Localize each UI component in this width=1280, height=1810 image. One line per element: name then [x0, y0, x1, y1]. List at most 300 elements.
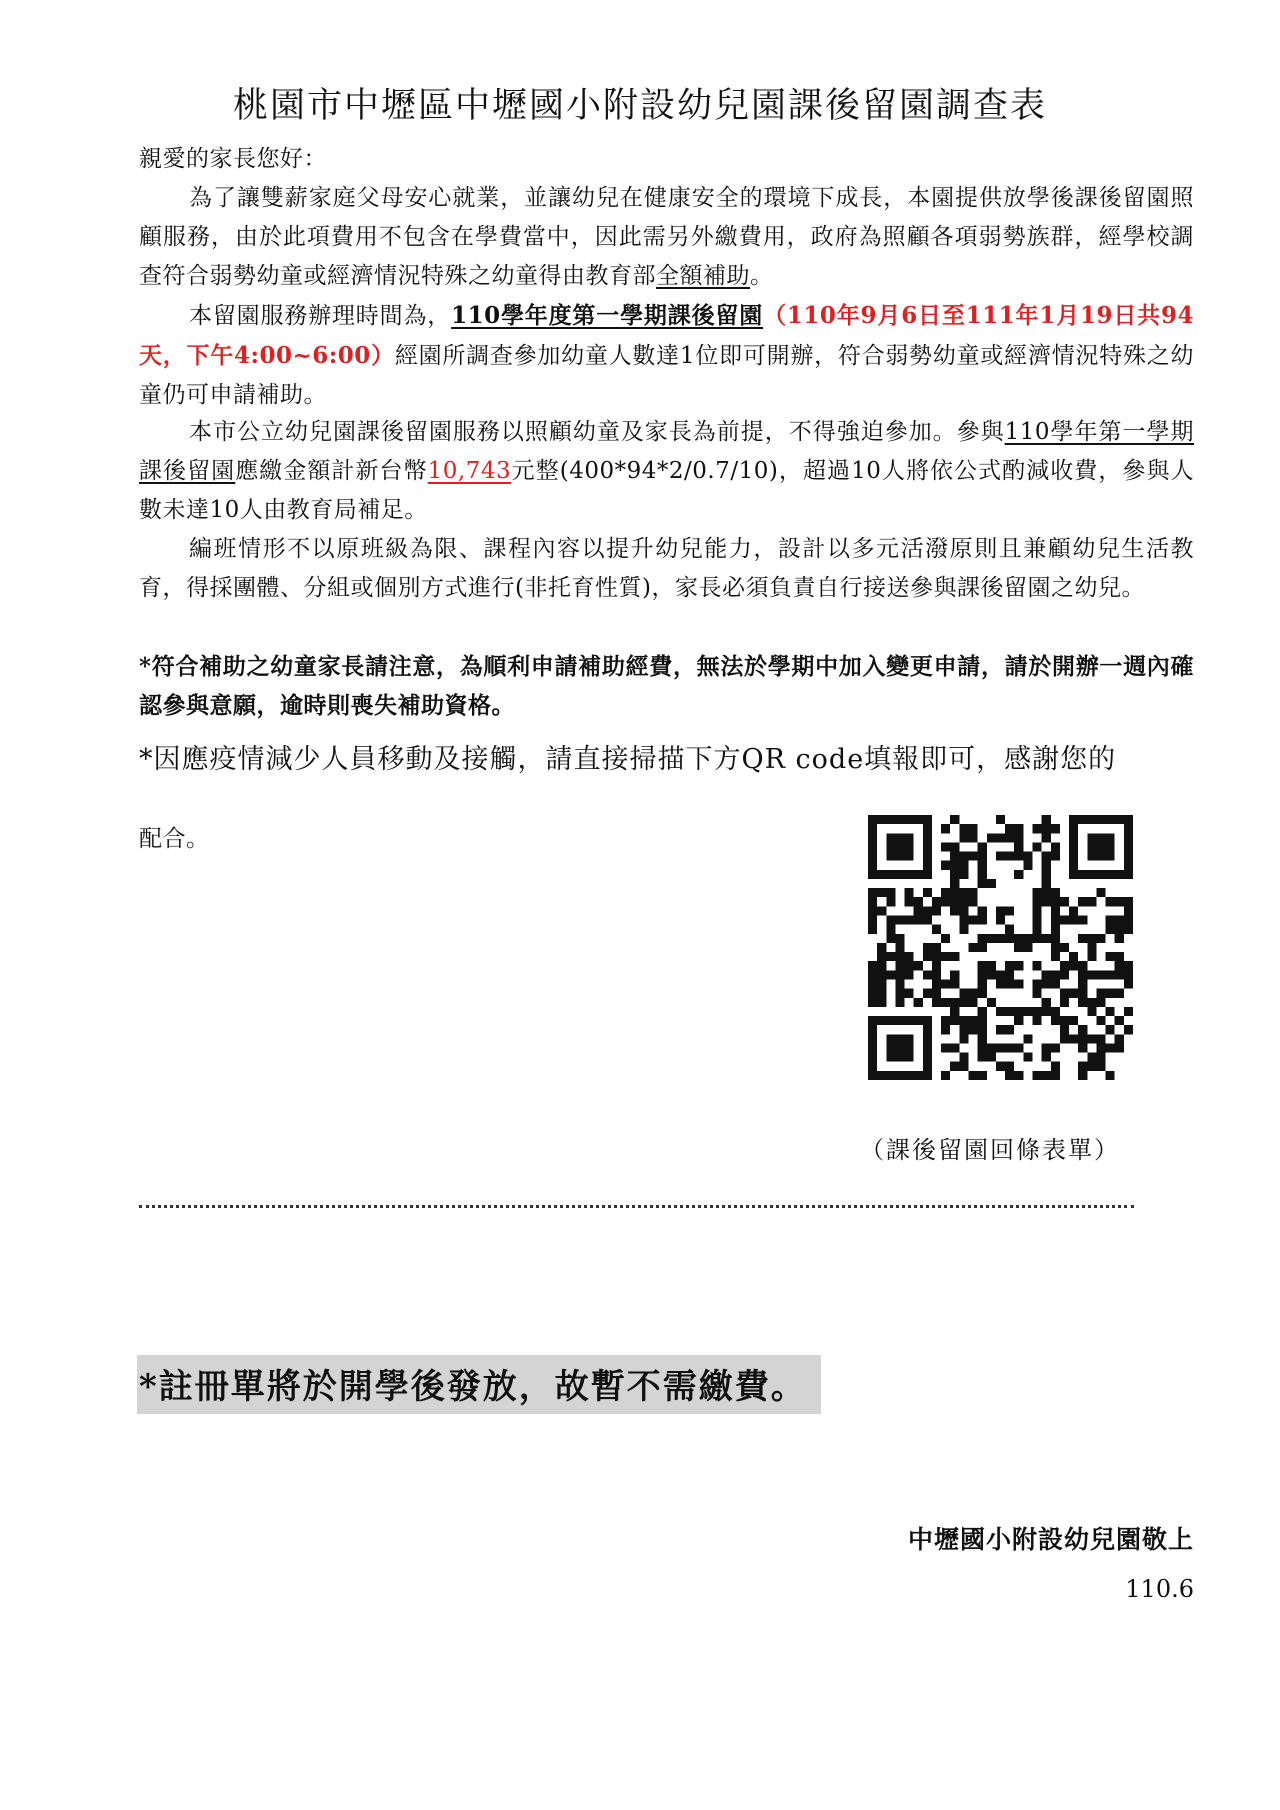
qr-module	[914, 906, 923, 915]
qr-module	[923, 888, 932, 897]
qr-module	[1032, 888, 1041, 897]
qr-module	[996, 852, 1005, 861]
qr-module	[1014, 1071, 1023, 1080]
qr-module	[987, 1053, 996, 1062]
qr-module	[996, 979, 1005, 988]
qr-module	[886, 1034, 895, 1043]
qr-module	[877, 888, 886, 897]
qr-module	[950, 852, 959, 861]
qr-module	[868, 1034, 877, 1043]
qr-module	[868, 989, 877, 998]
qr-module	[886, 1016, 895, 1025]
qr-module	[886, 970, 895, 979]
qr-module	[987, 879, 996, 888]
qr-module	[1005, 852, 1014, 861]
qr-module	[1078, 1034, 1087, 1043]
qr-module	[895, 815, 904, 824]
qr-module	[941, 842, 950, 851]
qr-module	[996, 815, 1005, 824]
qr-module	[941, 1025, 950, 1034]
qr-module	[1106, 916, 1115, 925]
qr-module	[1124, 916, 1133, 925]
qr-module	[886, 833, 895, 842]
qr-module	[941, 888, 950, 897]
qr-module	[886, 815, 895, 824]
qr-module	[1069, 961, 1078, 970]
qr-module	[1115, 1043, 1124, 1052]
qr-module	[978, 1007, 987, 1016]
qr-module	[1014, 1043, 1023, 1052]
qr-module	[1087, 1053, 1096, 1062]
qr-module	[1124, 815, 1133, 824]
qr-module	[1042, 870, 1051, 879]
qr-module	[978, 1053, 987, 1062]
qr-module	[978, 1025, 987, 1034]
qr-module	[959, 870, 968, 879]
qr-module	[1078, 897, 1087, 906]
qr-module	[914, 961, 923, 970]
qr-module	[1078, 970, 1087, 979]
qr-module	[1042, 1007, 1051, 1016]
qr-module	[905, 1016, 914, 1025]
qr-module	[905, 970, 914, 979]
qr-module	[959, 1062, 968, 1071]
qr-module	[941, 1043, 950, 1052]
qr-module	[895, 934, 904, 943]
qr-module	[923, 970, 932, 979]
qr-module	[969, 824, 978, 833]
qr-module	[1078, 916, 1087, 925]
qr-module	[959, 833, 968, 842]
qr-module	[932, 943, 941, 952]
qr-module	[1014, 934, 1023, 943]
qr-module	[932, 998, 941, 1007]
qr-module	[978, 916, 987, 925]
qr-module	[1096, 870, 1105, 879]
qr-module	[1014, 870, 1023, 879]
qr-module	[1042, 1071, 1051, 1080]
qr-module	[877, 870, 886, 879]
qr-module	[1115, 815, 1124, 824]
qr-module	[1005, 970, 1014, 979]
qr-module	[978, 906, 987, 915]
qr-module	[895, 852, 904, 861]
qr-module	[1087, 952, 1096, 961]
qr-module	[923, 1053, 932, 1062]
qr-module	[978, 943, 987, 952]
paragraph-fee	[139, 413, 1194, 530]
qr-module	[1096, 852, 1105, 861]
qr-module	[969, 989, 978, 998]
qr-module	[1051, 897, 1060, 906]
qr-module	[959, 861, 968, 870]
qr-module	[959, 852, 968, 861]
qr-module	[1069, 916, 1078, 925]
qr-module	[1078, 998, 1087, 1007]
qr-module	[1069, 842, 1078, 851]
qr-module	[868, 998, 877, 1007]
qr-module	[1115, 1034, 1124, 1043]
qr-module	[923, 952, 932, 961]
qr-module	[1014, 1007, 1023, 1016]
qr-module	[1014, 943, 1023, 952]
qr-module	[1087, 1034, 1096, 1043]
qr-module	[1005, 824, 1014, 833]
qr-module	[950, 897, 959, 906]
qr-module	[1069, 870, 1078, 879]
qr-module	[1014, 1016, 1023, 1025]
qr-module	[877, 989, 886, 998]
qr-module	[969, 833, 978, 842]
qr-module	[1069, 906, 1078, 915]
qr-module	[959, 824, 968, 833]
qr-module	[1005, 925, 1014, 934]
qr-module	[905, 916, 914, 925]
qr-module	[969, 1016, 978, 1025]
qr-module	[1069, 989, 1078, 998]
qr-module	[1042, 897, 1051, 906]
qr-module	[868, 970, 877, 979]
qr-module	[1023, 861, 1032, 870]
qr-module	[1106, 815, 1115, 824]
qr-module	[978, 934, 987, 943]
qr-module	[868, 861, 877, 870]
qr-module	[950, 815, 959, 824]
qr-module	[877, 1016, 886, 1025]
qr-module	[905, 1053, 914, 1062]
qr-module	[1042, 852, 1051, 861]
qr-module	[923, 916, 932, 925]
full-subsidy-text: 全額補助	[656, 263, 750, 289]
schedule-rest: 經園所調查參加幼童人數達1位即可開辦，符合弱勢幼童或經濟情況特殊之幼童仍可申請補助。	[139, 343, 1194, 408]
qr-module	[886, 897, 895, 906]
qr-module	[1124, 852, 1133, 861]
qr-module	[941, 998, 950, 1007]
qr-module	[1032, 897, 1041, 906]
qr-module	[1096, 833, 1105, 842]
qr-module	[877, 998, 886, 1007]
qr-module	[1087, 815, 1096, 824]
qr-module	[1023, 1053, 1032, 1062]
qr-module	[877, 979, 886, 988]
qr-module	[1069, 815, 1078, 824]
qr-module	[959, 906, 968, 915]
qr-module	[932, 952, 941, 961]
qr-module	[1069, 1034, 1078, 1043]
qr-module	[895, 1043, 904, 1052]
qr-module	[1096, 1034, 1105, 1043]
qr-module	[1023, 943, 1032, 952]
qr-caption: （課後留園回條表單）	[860, 1136, 1120, 1164]
qr-module	[1078, 1043, 1087, 1052]
qr-module	[868, 916, 877, 925]
qr-module	[1051, 925, 1060, 934]
qr-module	[1069, 1016, 1078, 1025]
qr-module	[1087, 852, 1096, 861]
qr-module	[905, 815, 914, 824]
paragraph-class: 編班情形不以原班級為限、課程內容以提升幼兒能力，設計以多元活潑原則且兼顧幼兒生活教育，得採團體、分組或個別方式進行(非托育性質)，家長必須負責自行接送參與課後留園之幼兒。	[139, 536, 1194, 601]
qr-module	[1087, 1062, 1096, 1071]
qr-module	[996, 916, 1005, 925]
qr-module	[1106, 1071, 1115, 1080]
qr-module	[923, 1025, 932, 1034]
qr-module	[895, 952, 904, 961]
paragraph-intro-text: 為了讓雙薪家庭父母安心就業，並讓幼兒在健康安全的環境下成長，本園提供放學後課後留園照顧服務，由於此項費用不包含在學費當中，因此需另外繳費用，政府為照顧各項弱勢族群，經學校調查符合弱勢幼童或經濟情況特殊之幼童得由教育部	[139, 185, 1194, 289]
qr-module	[941, 1016, 950, 1025]
qr-module	[868, 815, 877, 824]
qr-module	[1087, 998, 1096, 1007]
qr-module	[932, 961, 941, 970]
qr-module	[1078, 1025, 1087, 1034]
qr-module	[1115, 1016, 1124, 1025]
qr-module	[1078, 934, 1087, 943]
qr-module	[914, 815, 923, 824]
qr-module	[1078, 870, 1087, 879]
qr-module	[1060, 897, 1069, 906]
qr-instruction: *因應疫情減少人員移動及接觸，請直接掃描下方QR code填報即可，感謝您的	[139, 744, 1117, 775]
qr-module	[1051, 934, 1060, 943]
qr-module	[959, 916, 968, 925]
qr-module	[1060, 961, 1069, 970]
qr-module	[1042, 1053, 1051, 1062]
qr-module	[1069, 952, 1078, 961]
qr-module	[1042, 815, 1051, 824]
qr-module	[932, 970, 941, 979]
qr-module	[1032, 979, 1041, 988]
qr-module	[914, 998, 923, 1007]
qr-module	[1060, 970, 1069, 979]
qr-module	[923, 861, 932, 870]
qr-module	[1115, 989, 1124, 998]
schedule-lead: 本留園服務辦理時間為，	[189, 303, 452, 329]
qr-module	[1051, 1043, 1060, 1052]
qr-module	[1096, 1053, 1105, 1062]
qr-module	[959, 897, 968, 906]
qr-module	[886, 852, 895, 861]
qr-module	[923, 824, 932, 833]
qr-module	[969, 943, 978, 952]
qr-module	[987, 833, 996, 842]
qr-module	[1060, 989, 1069, 998]
qr-module	[1124, 961, 1133, 970]
qr-module	[895, 1071, 904, 1080]
qr-module	[1042, 998, 1051, 1007]
qr-module	[1060, 998, 1069, 1007]
qr-module	[1078, 1071, 1087, 1080]
page-title: 桃園市中壢區中壢國小附設幼兒園課後留園調查表	[232, 86, 1047, 126]
qr-module	[1087, 1007, 1096, 1016]
qr-module	[978, 1043, 987, 1052]
qr-module	[1078, 989, 1087, 998]
qr-module	[950, 888, 959, 897]
qr-module	[950, 998, 959, 1007]
qr-module	[978, 861, 987, 870]
qr-module	[1124, 861, 1133, 870]
subsidy-notice: *符合補助之幼童家長請注意，為順利申請補助經費，無法於學期中加入變更申請，請於開辦一週內確認參與意願，逾時則喪失補助資格。	[139, 653, 1194, 719]
qr-code-icon[interactable]	[868, 815, 1133, 1080]
qr-module	[1051, 1071, 1060, 1080]
qr-module	[1005, 1007, 1014, 1016]
qr-module	[895, 833, 904, 842]
qr-module	[1032, 989, 1041, 998]
qr-module	[969, 998, 978, 1007]
qr-module	[895, 916, 904, 925]
qr-module	[923, 842, 932, 851]
qr-module	[905, 1071, 914, 1080]
qr-module	[868, 1025, 877, 1034]
qr-module	[978, 879, 987, 888]
qr-module	[877, 906, 886, 915]
qr-module	[1032, 842, 1041, 851]
qr-module	[895, 842, 904, 851]
qr-module	[941, 979, 950, 988]
qr-module	[1060, 1034, 1069, 1043]
qr-module	[905, 833, 914, 842]
qr-module	[923, 1016, 932, 1025]
qr-module	[1096, 842, 1105, 851]
qr-module	[1069, 852, 1078, 861]
qr-module	[923, 870, 932, 879]
qr-module	[1060, 1016, 1069, 1025]
qr-module	[1051, 888, 1060, 897]
qr-module	[923, 989, 932, 998]
qr-module	[996, 833, 1005, 842]
qr-module	[877, 952, 886, 961]
qr-module	[1023, 934, 1032, 943]
qr-module	[886, 842, 895, 851]
qr-module	[1060, 916, 1069, 925]
qr-module	[959, 1025, 968, 1034]
qr-module	[1005, 1025, 1014, 1034]
qr-module	[1096, 1043, 1105, 1052]
qr-module	[969, 916, 978, 925]
qr-module	[941, 861, 950, 870]
qr-module	[969, 852, 978, 861]
qr-module	[895, 1053, 904, 1062]
qr-module	[923, 906, 932, 915]
fee-semester: 110學年第一學期課後留園	[139, 419, 1194, 484]
qr-module	[1106, 897, 1115, 906]
qr-module	[868, 870, 877, 879]
qr-module	[1087, 870, 1096, 879]
registration-notice: *註冊單將於開學後發放，故暫不需繳費。	[137, 1355, 821, 1414]
qr-module	[959, 925, 968, 934]
qr-module	[978, 1034, 987, 1043]
qr-module	[1124, 925, 1133, 934]
qr-module	[950, 861, 959, 870]
qr-module	[1032, 824, 1041, 833]
qr-module	[1032, 925, 1041, 934]
qr-module	[1124, 870, 1133, 879]
qr-module	[914, 1071, 923, 1080]
qr-module	[1032, 1016, 1041, 1025]
fee-amount: 10,743	[427, 458, 512, 484]
qr-module	[886, 1053, 895, 1062]
qr-module	[987, 1043, 996, 1052]
qr-module	[914, 1016, 923, 1025]
fee-lead: 本市公立幼兒園課後留園服務以照顧幼童及家長為前提，不得強迫參加。參與	[189, 419, 1005, 445]
qr-module	[1106, 1043, 1115, 1052]
qr-module	[1023, 1007, 1032, 1016]
qr-module	[1032, 961, 1041, 970]
qr-module	[886, 1071, 895, 1080]
qr-module	[868, 897, 877, 906]
qr-module	[950, 1062, 959, 1071]
qr-module	[1096, 998, 1105, 1007]
qr-module	[1124, 1007, 1133, 1016]
qr-module	[886, 952, 895, 961]
qr-module	[923, 1043, 932, 1052]
qr-module	[923, 852, 932, 861]
qr-module	[905, 1034, 914, 1043]
qr-module	[1106, 1007, 1115, 1016]
qr-module	[1087, 897, 1096, 906]
qr-module	[877, 1071, 886, 1080]
qr-module	[1106, 833, 1115, 842]
qr-module	[895, 998, 904, 1007]
semester-name: 110學年度第一學期課後留園	[451, 302, 764, 329]
qr-module	[1042, 861, 1051, 870]
qr-module	[950, 879, 959, 888]
qr-module	[1069, 824, 1078, 833]
qr-module	[1042, 879, 1051, 888]
qr-module	[969, 888, 978, 897]
qr-module	[905, 952, 914, 961]
qr-module	[905, 842, 914, 851]
qr-module	[1106, 970, 1115, 979]
qr-module	[1106, 842, 1115, 851]
qr-module	[978, 961, 987, 970]
qr-module	[895, 870, 904, 879]
qr-module	[1115, 925, 1124, 934]
qr-module	[1078, 961, 1087, 970]
qr-module	[959, 1053, 968, 1062]
qr-module	[923, 1062, 932, 1071]
fee-rest: 元整(400*94*2/0.7/10)，超過10人將依公式酌減收費，參與人數未達10人由教育局補足。	[139, 458, 1195, 523]
qr-module	[886, 1043, 895, 1052]
qr-module	[1115, 934, 1124, 943]
qr-module	[914, 870, 923, 879]
qr-module	[987, 934, 996, 943]
qr-module	[1023, 852, 1032, 861]
qr-module	[868, 1071, 877, 1080]
qr-module	[1051, 824, 1060, 833]
qr-module	[1115, 970, 1124, 979]
qr-module	[1005, 1043, 1014, 1052]
qr-module	[1005, 1062, 1014, 1071]
qr-module	[1060, 943, 1069, 952]
qr-module	[895, 979, 904, 988]
qr-module	[950, 970, 959, 979]
qr-module	[1078, 815, 1087, 824]
qr-module	[1051, 1016, 1060, 1025]
qr-module	[868, 1062, 877, 1071]
qr-module	[1051, 1062, 1060, 1071]
qr-module	[886, 870, 895, 879]
qr-module	[1115, 952, 1124, 961]
qr-module	[1032, 934, 1041, 943]
qr-module	[1014, 824, 1023, 833]
qr-module	[1106, 870, 1115, 879]
qr-module	[978, 1071, 987, 1080]
qr-module	[1124, 970, 1133, 979]
qr-module	[1124, 979, 1133, 988]
qr-module	[1051, 952, 1060, 961]
qr-module	[959, 989, 968, 998]
qr-module	[923, 833, 932, 842]
qr-module	[886, 925, 895, 934]
paragraph-intro	[139, 179, 1194, 296]
